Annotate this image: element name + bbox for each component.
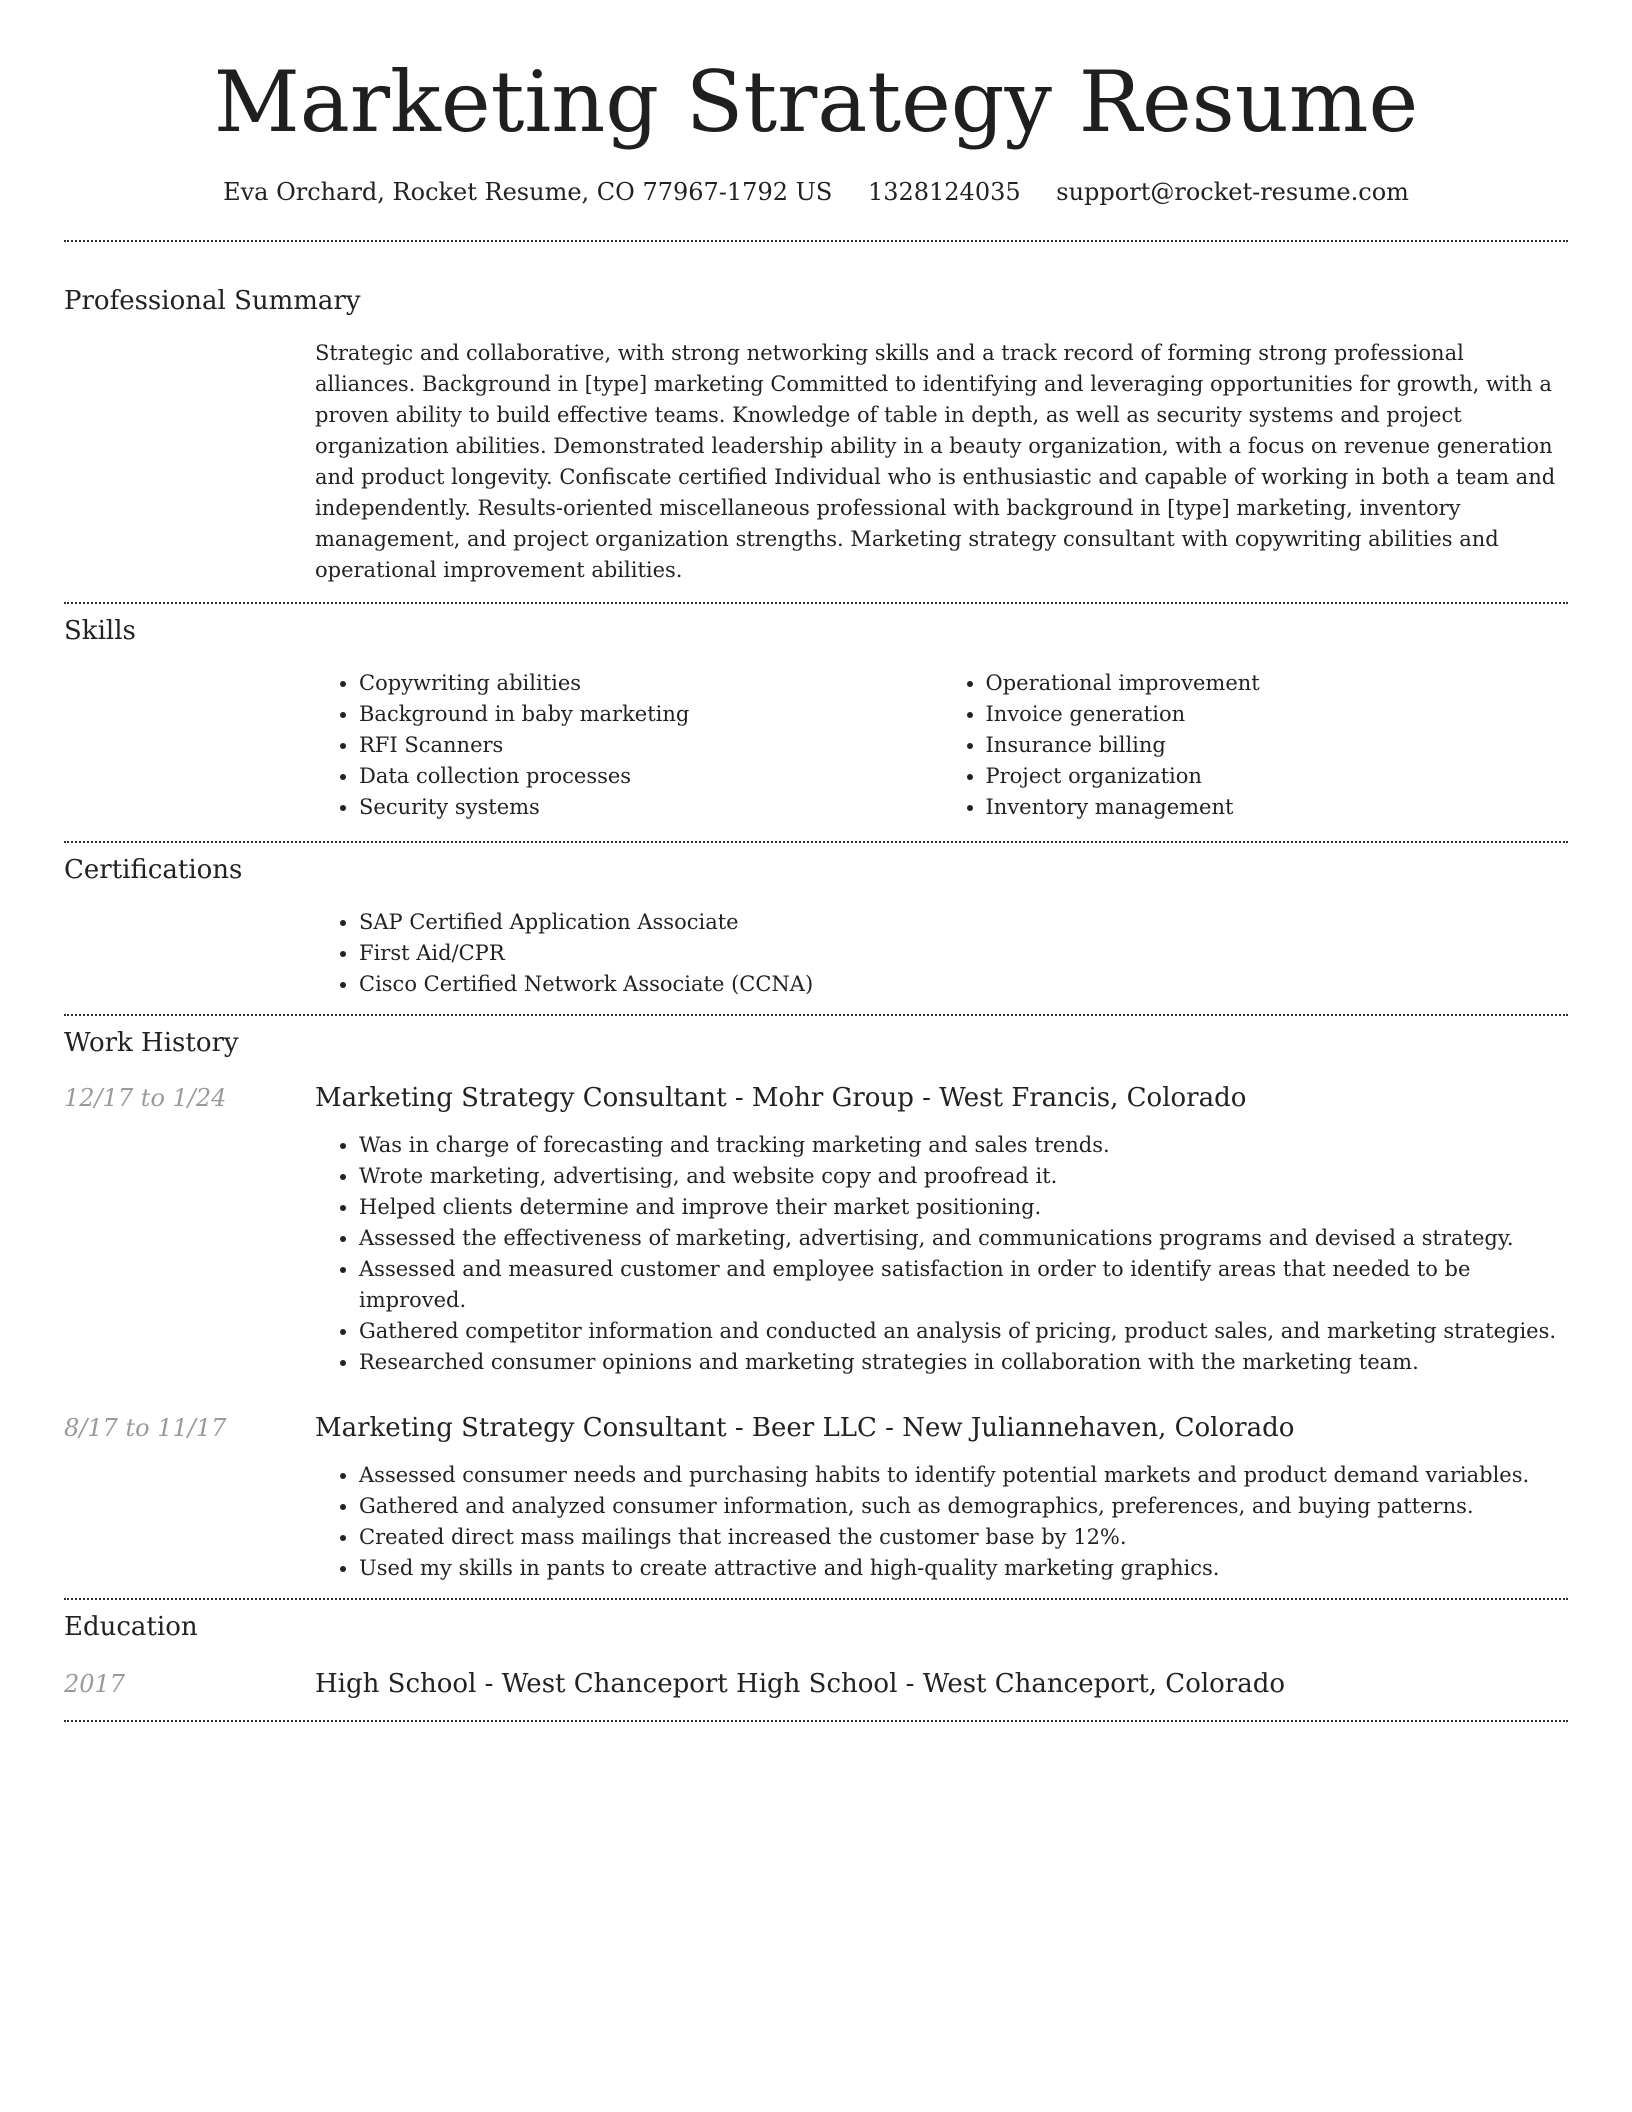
job-bullet: • Assessed and measured customer and employee satisfaction in order to identify areas that needed to be improved. — [359, 1254, 1568, 1316]
skill-item: • RFI Scanners — [359, 730, 942, 761]
job-entry — [64, 1082, 1568, 1378]
skill-item: • Inventory management — [986, 792, 1569, 823]
contact-email: support@rocket-resume.com — [1056, 178, 1409, 206]
skill-item: • Data collection processes — [359, 761, 942, 792]
summary-heading: Professional Summary — [64, 286, 361, 316]
job-entry — [64, 1412, 1568, 1584]
education-entry — [64, 1668, 1568, 1700]
certification-item: • First Aid/CPR — [359, 938, 1568, 969]
job-bullets — [315, 1130, 1568, 1378]
divider — [64, 1720, 1568, 1722]
job-dates: 12/17 to 1/24 — [64, 1084, 227, 1112]
education-section — [64, 1600, 1568, 1700]
skill-item: • Background in baby marketing — [359, 699, 942, 730]
work-section — [64, 1016, 1568, 1584]
job-bullet: • Gathered and analyzed consumer information, such as demographics, preferences, and buying patterns. — [359, 1491, 1568, 1522]
resume-page — [64, 0, 1568, 1722]
job-bullet: • Created direct mass mailings that increased the customer base by 12%. — [359, 1522, 1568, 1553]
certification-item: • SAP Certified Application Associate — [359, 907, 1568, 938]
contact-address: Eva Orchard, Rocket Resume, CO 77967-1792 US — [223, 178, 833, 206]
summary-text: Strategic and collaborative, with strong networking skills and a track record of forming strong professional alliances. Background in [type] marketing Committed to identifying and leveraging opportunities for growth, with a proven ability to build effective teams. Knowledge of table in depth, as well as security systems and project organization abilities. Demonstrated leadership ability in a beauty organization, with a focus on revenue generation and product longevity. Confiscate certified Individual who is enthusiastic and capable of working in both a team and independently. Results-oriented miscellaneous professional with background in [type] marketing, inventory management, and project organization strengths. Marketing strategy consultant with copywriting abilities and operational improvement abilities. — [315, 341, 1556, 582]
skills-heading: Skills — [64, 616, 136, 646]
summary-section — [64, 242, 1568, 586]
skill-item: • Operational improvement — [986, 668, 1569, 699]
job-bullet: • Wrote marketing, advertising, and website copy and proofread it. — [359, 1161, 1568, 1192]
job-dates: 8/17 to 11/17 — [64, 1414, 227, 1442]
job-title: Marketing Strategy Consultant - Beer LLC - New Juliannehaven, Colorado — [315, 1413, 1295, 1443]
skill-item: • Insurance billing — [986, 730, 1569, 761]
job-bullet: • Used my skills in pants to create attractive and high-quality marketing graphics. — [359, 1553, 1568, 1584]
job-bullet: • Assessed consumer needs and purchasing habits to identify potential markets and product demand variables. — [359, 1460, 1568, 1491]
resume-title: Marketing Strategy Resume — [213, 53, 1419, 151]
education-heading: Education — [64, 1612, 198, 1642]
skill-item: • Project organization — [986, 761, 1569, 792]
certifications-heading: Certifications — [64, 855, 243, 885]
certification-item: • Cisco Certified Network Associate (CCNA) — [359, 969, 1568, 1000]
job-bullet: • Assessed the effectiveness of marketing, advertising, and communications programs and devised a strategy. — [359, 1223, 1568, 1254]
education-title: High School - West Chanceport High School - West Chanceport, Colorado — [315, 1669, 1286, 1699]
job-title: Marketing Strategy Consultant - Mohr Group - West Francis, Colorado — [315, 1083, 1247, 1113]
certifications-section — [64, 843, 1568, 1000]
job-bullet: • Researched consumer opinions and marketing strategies in collaboration with the marketing team. — [359, 1347, 1568, 1378]
skill-item: • Copywriting abilities — [359, 668, 942, 699]
job-bullet: • Was in charge of forecasting and tracking marketing and sales trends. — [359, 1130, 1568, 1161]
job-bullet: • Gathered competitor information and conducted an analysis of pricing, product sales, and marketing strategies. — [359, 1316, 1568, 1347]
work-heading: Work History — [64, 1028, 239, 1058]
skill-item: • Invoice generation — [986, 699, 1569, 730]
contact-phone: 1328124035 — [867, 178, 1021, 206]
job-bullets — [315, 1460, 1568, 1584]
skill-item: • Security systems — [359, 792, 942, 823]
education-year: 2017 — [64, 1670, 126, 1698]
certifications-list — [315, 907, 1568, 1000]
job-bullet: • Helped clients determine and improve their market positioning. — [359, 1192, 1568, 1223]
contact-line — [64, 176, 1568, 208]
skills-list-right — [942, 668, 1569, 823]
skills-section — [64, 604, 1568, 823]
skills-list-left — [315, 668, 942, 823]
